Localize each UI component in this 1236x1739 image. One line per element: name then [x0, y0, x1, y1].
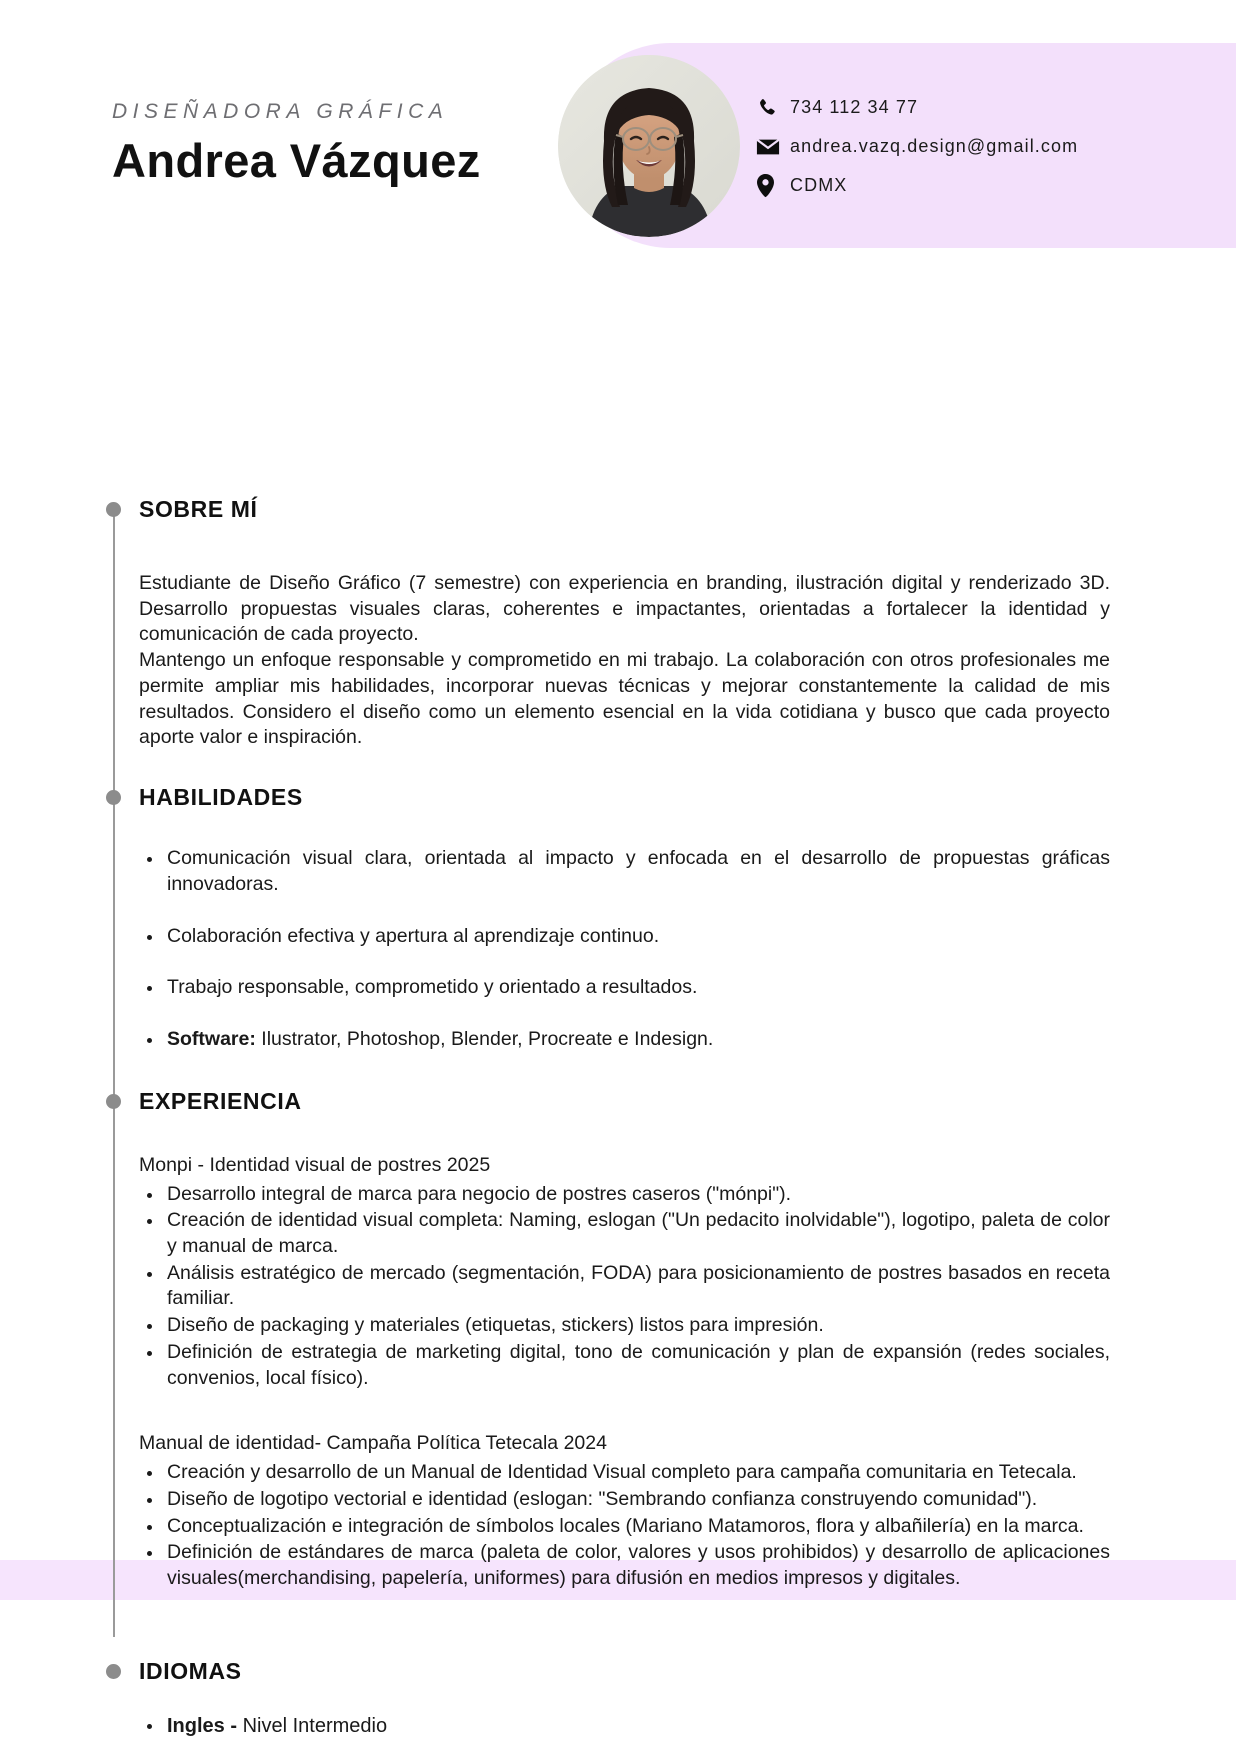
experience-entry: [139, 1431, 1110, 1591]
list-item-text: Colaboración efectiva y apertura al aprendizaje continuo.: [167, 924, 660, 947]
experience-entry-title: Monpi - Identidad visual de postres 2025: [139, 1153, 491, 1176]
list-item: [139, 924, 1110, 950]
languages-list: [139, 1713, 1110, 1739]
contact-row-location[interactable]: [756, 166, 1078, 205]
list-item-text: Comunicación visual clara, orientada al impacto y enfocada en el desarrollo de propuestas gráficas innovadoras.: [167, 847, 1110, 895]
list-item: [139, 846, 1110, 897]
list-item: Análisis estratégico de mercado (segmentación, FODA) para posicionamiento de postres basados en receta familiar.: [139, 1261, 1110, 1312]
list-item: Creación y desarrollo de un Manual de Identidad Visual completo para campaña comunitaria en Tetecala.: [139, 1460, 1110, 1486]
contact-row-email[interactable]: [756, 127, 1078, 166]
list-item-label: Ingles -: [167, 1714, 238, 1737]
list-item: Diseño de logotipo vectorial e identidad (eslogan: "Sembrando confianza construyendo comunidad").: [139, 1487, 1110, 1513]
resume-body: [0, 250, 1236, 1739]
experience-jobs: [139, 1153, 1110, 1592]
section-heading-skills: [139, 784, 1110, 811]
list-item-label: Software:: [167, 1028, 256, 1051]
location-pin-icon: [756, 174, 790, 198]
section-heading-experience-label: EXPERIENCIA: [139, 1087, 302, 1114]
experience-entry: [139, 1153, 1110, 1392]
job-role-subtitle: DISEÑADORA GRÁFICA: [112, 100, 449, 123]
list-item: Conceptualización e integración de símbolos locales (Mariano Matamoros, flora y albañilería) en la marca.: [139, 1514, 1110, 1540]
timeline-dot-icon: [106, 790, 121, 805]
section-heading-skills-label: HABILIDADES: [139, 784, 303, 811]
section-heading-about: [139, 496, 1110, 523]
contact-row-phone[interactable]: [756, 88, 1078, 127]
resume-header: [0, 0, 1236, 250]
section-heading-languages-label: IDIOMAS: [139, 1657, 242, 1684]
timeline-dot-icon: [106, 502, 121, 517]
contact-phone-value: 734 112 34 77: [790, 97, 919, 117]
list-item: Creación de identidad visual completa: Naming, eslogan ("Un pedacito inolvidable"), logotipo, paleta de color y manual de marca.: [139, 1208, 1110, 1259]
list-item: Definición de estándares de marca (paleta de color, valores y usos prohibidos) y desarrollo de aplicaciones visuales(merchandising, papelería, uniformes) para difusión en medios impresos y digitales.: [139, 1540, 1110, 1591]
list-item-text: Trabajo responsable, comprometido y orientado a resultados.: [167, 976, 698, 999]
section-heading-experience: [139, 1088, 1110, 1115]
contact-list: [756, 88, 1078, 205]
list-item: Definición de estrategia de marketing digital, tono de comunicación y plan de expansión (redes sociales, convenios, local físico).: [139, 1340, 1110, 1391]
list-item-text: Ilustrator, Photoshop, Blender, Procreate e Indesign.: [255, 1028, 714, 1051]
experience-bullet-list: [139, 1182, 1110, 1392]
page-title: Andrea Vázquez: [112, 134, 481, 187]
section-experience: [139, 1088, 1110, 1592]
section-languages: [139, 1658, 1110, 1739]
list-item: Diseño de packaging y materiales (etiquetas, stickers) listos para impresión.: [139, 1313, 1110, 1339]
avatar: [558, 55, 740, 237]
contact-location-value: CDMX: [790, 175, 848, 195]
list-item: Desarrollo integral de marca para negocio de postres caseros ("mónpi").: [139, 1182, 1110, 1208]
section-heading-languages: [139, 1658, 1110, 1685]
profile-photo-illustration: [558, 55, 740, 237]
list-item-text: Nivel Intermedio: [237, 1714, 388, 1737]
phone-icon: [756, 97, 790, 119]
about-paragraph-1: Estudiante de Diseño Gráfico (7 semestre) con experiencia en branding, ilustración digital y renderizado 3D. Desarrollo propuestas visuales claras, coherentes e impactantes, orientadas a fortalecer la identidad y comunicación de cada proyecto.: [139, 572, 1110, 646]
name-block: [112, 100, 481, 188]
experience-entry-title: Manual de identidad- Campaña Política Tetecala 2024: [139, 1432, 607, 1455]
experience-bullet-list: [139, 1460, 1110, 1592]
timeline-dot-icon: [106, 1094, 121, 1109]
resume-content: [0, 250, 1236, 1739]
about-paragraph-2: Mantengo un enfoque responsable y comprometido en mi trabajo. La colaboración con otros profesionales me permite ampliar mis habilidades, incorporar nuevas técnicas y mejorar constantemente la calidad de mis resultados. Considero el diseño como un elemento esencial en la vida cotidiana y busco que cada proyecto aporte valor e inspiración.: [139, 649, 1110, 749]
skills-list: [139, 846, 1110, 1053]
list-item: [139, 1713, 1110, 1739]
list-item: [139, 975, 1110, 1001]
timeline-dot-icon: [106, 1664, 121, 1679]
contact-email-value: andrea.vazq.design@gmail.com: [790, 136, 1079, 156]
list-item: [139, 1027, 1110, 1053]
section-skills: [139, 784, 1110, 1053]
section-heading-about-label: SOBRE MÍ: [139, 496, 258, 522]
section-about: [139, 250, 1110, 751]
envelope-icon: [756, 136, 790, 158]
